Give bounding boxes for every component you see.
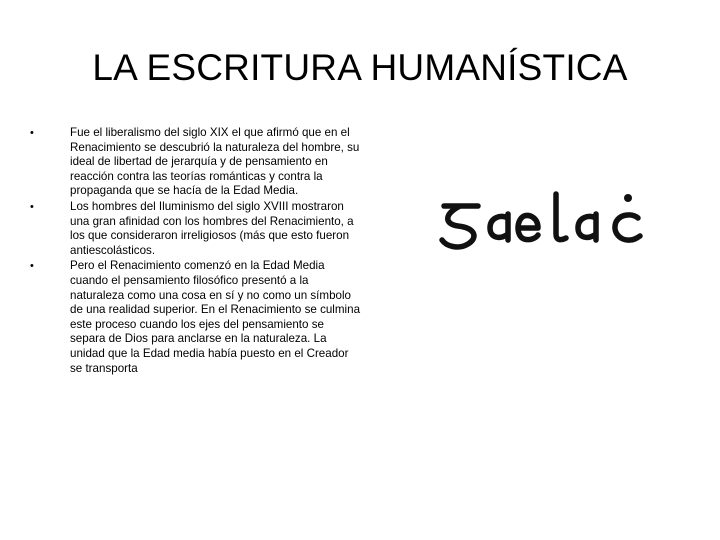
gaelic-script-word-image: [438, 188, 666, 252]
bullet-marker: •: [30, 127, 34, 139]
bullet-text: Los hombres del Iluminismo del siglo XVIII mostraron una gran afinidad con los hombres del Renacimiento, a los que consideraron irreligiosos (más que esto fueron antiescolásticos.: [70, 199, 354, 257]
letter-a2-glyph: [578, 214, 596, 240]
bullet-marker: •: [30, 200, 34, 213]
dot-above-glyph: [624, 194, 632, 202]
letter-e-glyph: [518, 216, 538, 240]
bullet-item: [30, 200, 360, 258]
bullet-item: [30, 259, 360, 376]
slide-title: LA ESCRITURA HUMANÍSTICA: [92, 47, 628, 88]
bullet-text: Pero el Renacimiento comenzó en la Edad Media cuando el pensamiento filosófico presentó a la naturaleza como una cosa en sí y no como un símbolo de una realidad superior. En el Renacimiento se culmina este proceso cuando los ejes del pensamiento se separa de Dios para anclarse en la naturaleza. La unidad que la Edad media había puesto en el Creador se transporta: [70, 259, 361, 375]
bullet-list: [30, 126, 360, 376]
letter-a-glyph: [490, 214, 508, 240]
bullet-text: Fue el liberalismo del siglo XIX el que afirmó que en el Renacimiento se descubrió la naturaleza del hombre, su ideal de libertad de jerarquía y de pensamiento en reacción contra las teorías románticas y contra la propaganda que se hacía de la Edad Media.: [70, 126, 360, 198]
letter-g-glyph: [442, 206, 478, 247]
bullet-marker: •: [30, 260, 34, 273]
bullet-item: [30, 126, 360, 199]
letter-c-glyph: [615, 215, 640, 240]
letter-l-glyph: [556, 194, 566, 240]
